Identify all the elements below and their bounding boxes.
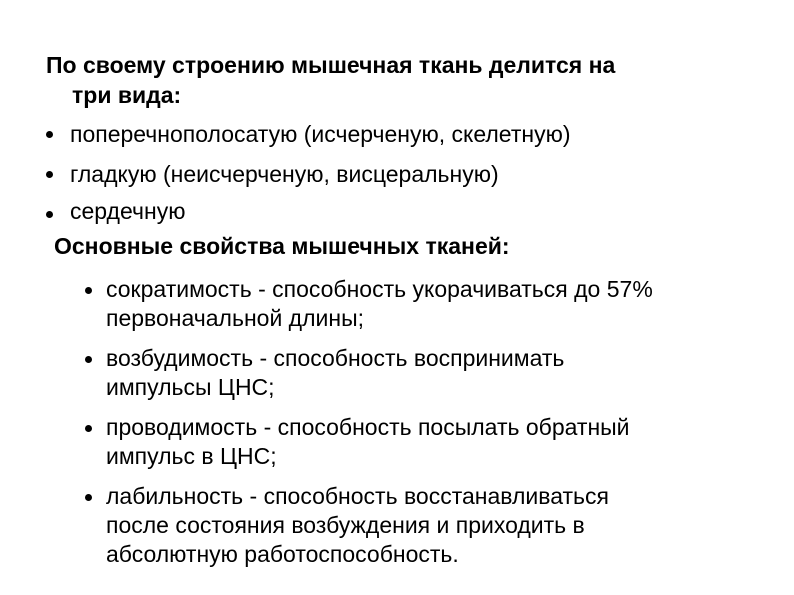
list-item: гладкую (неисчерченую, висцеральную) [70, 161, 499, 187]
list-item-line: возбудимость - способность воспринимать [106, 345, 565, 371]
bullet-dot-icon [85, 494, 92, 501]
list-item: поперечнополосатую (исчерченую, скелетную) [70, 121, 571, 147]
list-item: сердечную [70, 198, 186, 224]
bullet-dot-icon [85, 287, 92, 294]
list-item-line: проводимость - способность посылать обратный [106, 414, 630, 440]
list-item-line: импульсы ЦНС; [106, 374, 275, 400]
section2-heading: Основные свойства мышечных тканей: [54, 233, 510, 259]
list-item-line: лабильность - способность восстанавливаться [106, 483, 609, 509]
list-item-line: абсолютную работоспособность. [106, 541, 459, 567]
list-item-line: импульс в ЦНС; [106, 443, 277, 469]
section1-heading: По своему строению мышечная ткань делится на [46, 52, 616, 78]
list-item-line: после состояния возбуждения и приходить в [106, 512, 585, 538]
list-item-line: сократимость - способность укорачиваться до 57% [106, 276, 653, 302]
bullet-dot-icon [85, 356, 92, 363]
section1-heading-continuation: три вида: [72, 82, 182, 108]
bullet-dot-icon [46, 211, 53, 218]
bullet-dot-icon [46, 171, 53, 178]
list-item-line: первоначальной длины; [106, 305, 364, 331]
bullet-dot-icon [85, 425, 92, 432]
bullet-dot-icon [46, 131, 53, 138]
